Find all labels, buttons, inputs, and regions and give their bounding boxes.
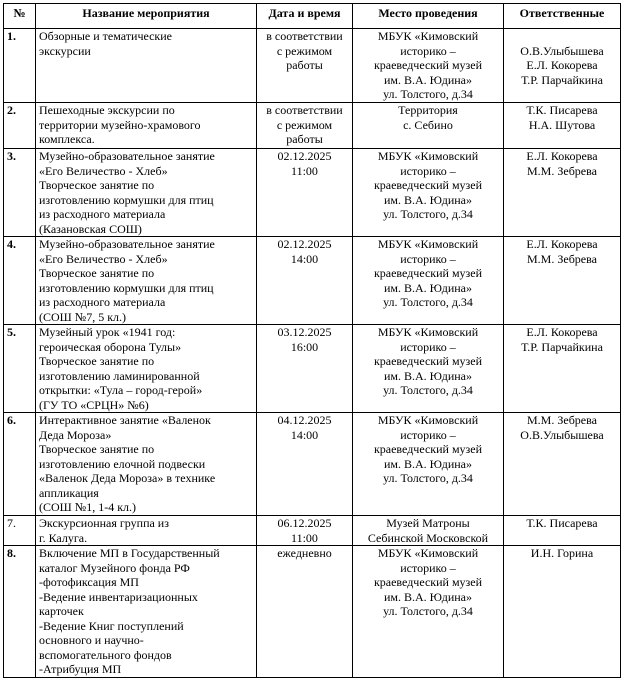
event-place-line: ул. Толстого, д.34 [383,207,473,221]
event-datetime [257,103,353,149]
event-datetime-line: 14:00 [290,427,319,442]
event-responsible [504,325,621,413]
event-place-line: историко – [400,339,456,354]
event-name-line: Творческое занятие по [39,178,155,192]
event-name-line: (ГУ ТО «СРЦН» №6) [39,397,149,412]
event-name-line: «Его Величество - Хлеб» [39,163,168,178]
event-place-line: ул. Толстого, д.34 [383,87,473,101]
row-number: 2. [4,103,36,149]
event-place-line: им. В.А. Юдина» [384,72,472,87]
event-place-line: МБУК «Кимовский [377,325,479,339]
event-place-line: МБУК «Кимовский [377,29,479,43]
row-number: 1. [4,29,36,103]
event-place-line: краеведческий музей [373,354,483,368]
event-place-line: МБУК «Кимовский [377,546,479,560]
events-table [3,3,621,678]
header-num: № [4,4,36,29]
event-place-line: им. В.А. Юдина» [384,589,472,604]
event-place [353,516,504,546]
event-name-line: -Ведение инвентаризационных [39,589,198,604]
event-datetime [257,237,353,325]
responsible-person: О.В.Улыбышева [520,427,604,442]
event-name-line: героическая оборона Тулы» [39,339,182,354]
event-name-line: -Атрибуция МП [39,662,122,676]
responsible-person: Е.Л. Кокорева [526,237,598,251]
event-place-line: им. В.А. Юдина» [384,192,472,207]
event-place-line: им. В.А. Юдина» [384,368,472,383]
event-name [36,149,257,237]
event-responsible [504,149,621,237]
event-name-line: Музейный урок «1941 год: [39,325,176,339]
table-row [4,413,621,516]
event-place [353,149,504,237]
header-name: Название мероприятия [36,4,257,29]
event-datetime-line: ежедневно [277,546,332,560]
responsible-person: Е.Л. Кокорева [526,58,598,72]
event-name-line: -фотофиксация МП [39,575,139,589]
event-responsible [504,546,621,678]
event-place-line: краеведческий музей [373,575,483,589]
event-place [353,546,504,678]
table-row [4,29,621,103]
event-place-line: краеведческий музей [373,266,483,280]
row-number: 8. [4,546,36,678]
event-name-line: комплекса. [39,132,95,146]
row-number: 4. [4,237,36,325]
event-place [353,237,504,325]
event-place-line: краеведческий музей [373,58,483,72]
event-datetime [257,516,353,546]
event-place-line: МБУК «Кимовский [377,149,479,163]
table-row [4,546,621,678]
event-place-line: ул. Толстого, д.34 [383,295,473,309]
event-place-line: Себинской Московской [367,530,489,545]
responsible-person: Т.К. Писарева [526,103,598,117]
event-name-line: Включение МП в Государственный [39,546,220,560]
event-datetime-line: 06.12.2025 [277,516,332,530]
event-datetime [257,325,353,413]
event-name-line: основного и научно- [39,633,144,647]
event-place-line: историко – [400,427,456,442]
table-header-row [4,4,621,29]
event-datetime [257,29,353,103]
event-name [36,516,257,546]
responsible-person: И.Н. Горина [530,546,594,560]
event-datetime-line: 04.12.2025 [277,413,332,427]
event-place-line: ул. Толстого, д.34 [383,383,473,397]
header-place: Место проведения [353,4,504,29]
table-row [4,103,621,149]
event-place-line: историко – [400,560,456,575]
event-responsible [504,516,621,546]
event-datetime-line: 03.12.2025 [277,325,332,339]
row-number: 5. [4,325,36,413]
responsible-person: О.В.Улыбышева [520,43,604,58]
event-responsible [504,29,621,103]
event-name-line: (СОШ №7, 5 кл.) [39,309,127,324]
event-name-line: Деда Мороза» [39,427,112,442]
event-datetime-line: 02.12.2025 [277,237,332,251]
responsible-person: М.М. Зебрева [527,163,597,178]
row-number: 7. [4,516,36,546]
event-name-line: изготовлению ламинированной [39,368,200,383]
event-name-line: карточек [39,604,84,618]
event-datetime-line: с режимом [276,117,333,132]
event-datetime-line: 02.12.2025 [277,149,332,163]
event-responsible [504,103,621,149]
event-name-line: Обзорные и тематические [39,29,173,43]
event-name-line: аппликация [39,485,99,500]
event-datetime-line: 11:00 [291,530,318,545]
event-place-line: Территория [398,103,458,117]
event-name-line: (СОШ №1, 1-4 кл.) [39,500,137,514]
event-place-line: историко – [400,251,456,266]
event-place-line: краеведческий музей [373,442,483,456]
event-place-line: ул. Толстого, д.34 [383,604,473,618]
event-name-line: «Его Величество - Хлеб» [39,251,168,266]
event-datetime-line: 16:00 [290,339,319,354]
event-datetime-line: с режимом [276,43,333,58]
event-place-line: краеведческий музей [373,178,483,192]
event-name-line: изготовлению кормушки для птиц [39,192,214,207]
event-name [36,325,257,413]
event-name-line: Творческое занятие по [39,266,155,280]
event-place-line: с. Себино [403,117,453,132]
event-name-line: Творческое занятие по [39,354,155,368]
event-responsible [504,237,621,325]
event-name-line: открытки: «Тула – город-герой» [39,383,203,397]
table-row [4,149,621,237]
row-number: 6. [4,413,36,516]
event-place-line: МБУК «Кимовский [377,237,479,251]
responsible-person: Т.К. Писарева [526,516,598,530]
event-name-line: -Ведение Книг поступлений [39,618,184,633]
event-name-line: Экскурсионная группа из [39,516,169,530]
event-datetime-line: в соответствии [266,29,343,43]
responsible-person: М.М. Зебрева [527,251,597,266]
responsible-person: Н.А. Шутова [528,117,596,132]
responsible-person: Е.Л. Кокорева [526,325,598,339]
responsible-person: Т.Р. Парчайкина [521,72,603,87]
event-datetime-line: в соответствии [266,103,343,117]
table-row [4,325,621,413]
event-name [36,237,257,325]
event-name-line: Интерактивное занятие «Валенок [39,413,211,427]
event-datetime-line: 11:00 [291,163,318,178]
event-name [36,413,257,516]
event-name-line: изготовлению елочной подвески [39,456,206,471]
event-datetime [257,546,353,678]
event-place-line: МБУК «Кимовский [377,413,479,427]
event-datetime-line: 14:00 [290,251,319,266]
responsible-person: М.М. Зебрева [527,413,597,427]
event-name-line: из расходного материала [39,207,166,221]
table-row [4,237,621,325]
event-place-line: историко – [400,163,456,178]
events-plan-page [3,3,620,678]
event-place-line: им. В.А. Юдина» [384,456,472,471]
event-name-line: территории музейно-храмового [39,117,201,132]
event-name-line: «Валенок Деда Мороза» в технике [39,471,216,485]
event-name-line: каталог Музейного фонда РФ [39,560,190,575]
header-datetime: Дата и время [257,4,353,29]
event-datetime [257,413,353,516]
event-name-line: Творческое занятие по [39,442,155,456]
event-name-line: Музейно-образовательное занятие [39,237,215,251]
responsible-person: Е.Л. Кокорева [526,149,598,163]
event-responsible [504,413,621,516]
event-place [353,29,504,103]
event-name [36,103,257,149]
event-datetime-line: работы [286,58,323,72]
event-name [36,546,257,678]
event-place-line: историко – [400,43,456,58]
event-name-line: вспомогательного фондов [39,647,172,662]
responsible-person: Т.Р. Парчайкина [521,339,603,354]
event-name [36,29,257,103]
event-place [353,103,504,149]
event-datetime [257,149,353,237]
header-responsible: Ответственные [504,4,621,29]
event-place-line: ул. Толстого, д.34 [383,471,473,485]
event-name-line: экскурсии [39,43,91,58]
event-name-line: Музейно-образовательное занятие [39,149,215,163]
event-name-line: г. Калуга. [39,530,88,545]
event-place [353,325,504,413]
event-name-line: из расходного материала [39,295,166,309]
event-place [353,413,504,516]
event-datetime-line: работы [286,132,323,146]
event-place-line: Музей Матроны [386,516,470,530]
row-number: 3. [4,149,36,237]
table-row [4,516,621,546]
event-place-line: им. В.А. Юдина» [384,280,472,295]
event-name-line: изготовлению кормушки для птиц [39,280,214,295]
event-name-line: Пешеходные экскурсии по [39,103,175,117]
event-name-line: (Казановская СОШ) [39,221,142,236]
